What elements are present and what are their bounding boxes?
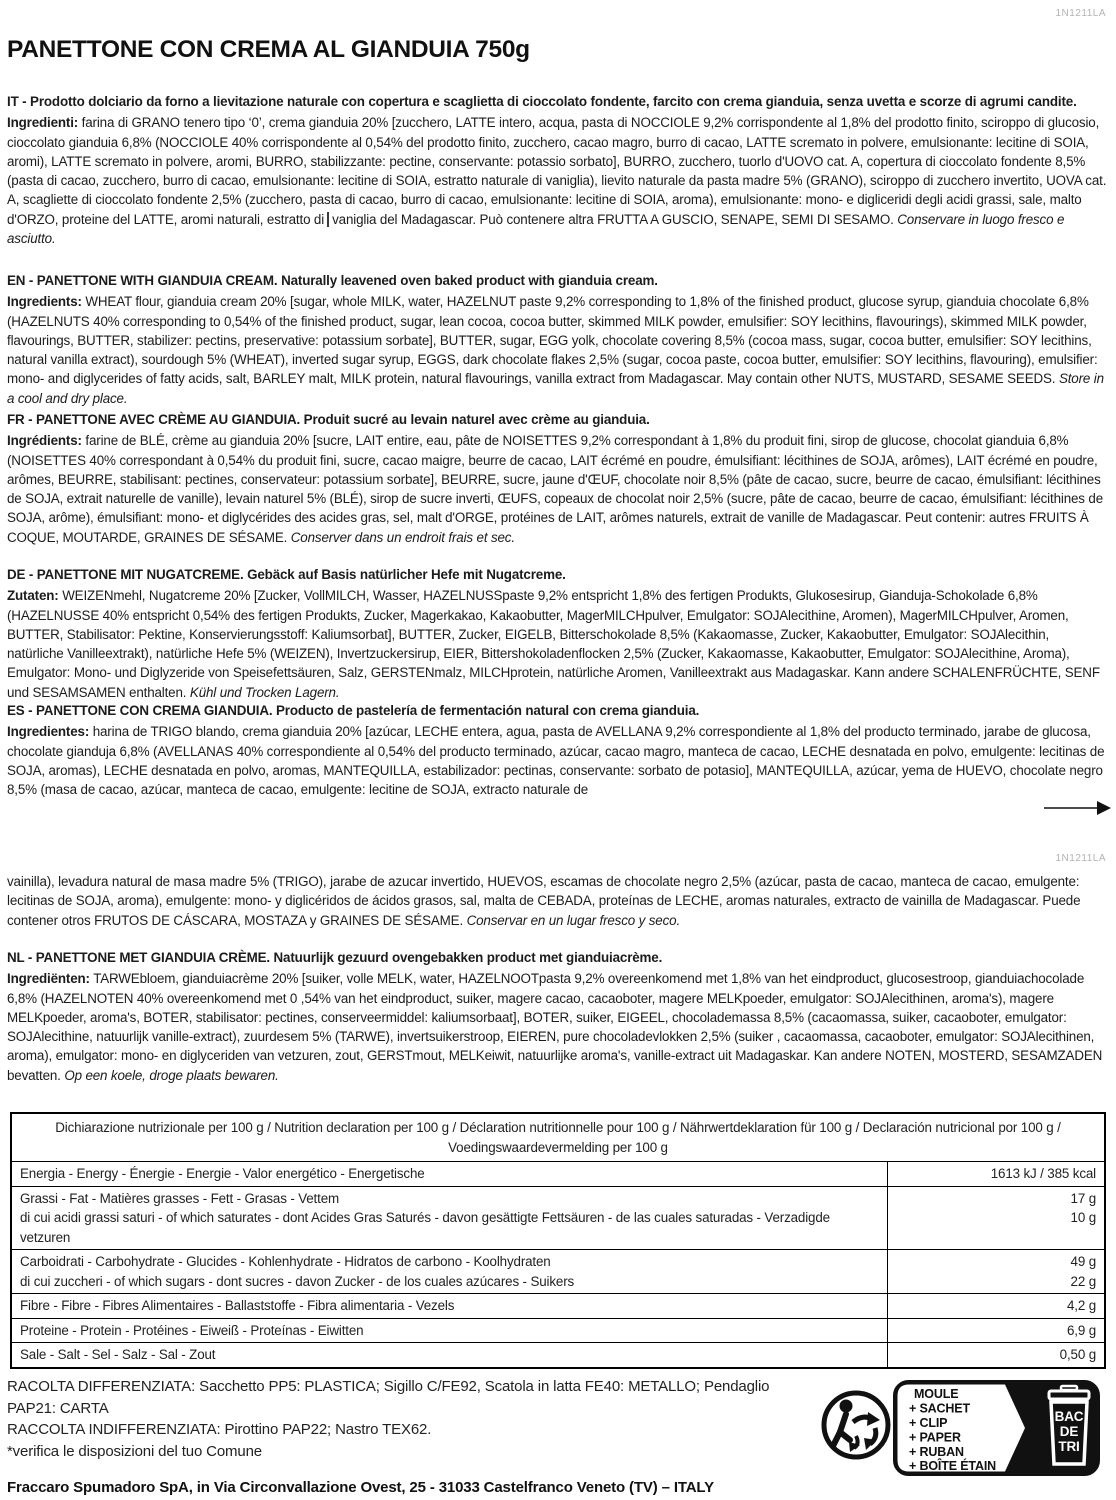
it-storage-note: Conservare in luogo fresco e asciutto.: [7, 211, 1065, 247]
table-row-salt: [11, 1343, 1105, 1368]
product-title: PANETTONE CON CREMA AL GIANDUIA 750g: [7, 36, 530, 63]
table-row-energy: [11, 1162, 1105, 1187]
fr-ingredients-label: Ingrédients:: [7, 433, 82, 449]
es-ingredients-text-2: vainilla), levadura natural de masa madre 5% (TRIGO), jarabe de azucar invertido, HUEVOS, escamas de chocolate negro 2,5% (azúcar, pasta de cacao, manteca de cacao, emulgente: lecitinas de SOJA, aroma), emulgente: mono- y diglicéridos de ácidos grasos, sal, malta de CEBADA, proteínas de LECHE, aromas naturales, extracto de vainilla de Madagascar. Puede contener otros FRUTOS DE CÁSCARA, MOSTAZA y GRAINES DE SÉSAME.: [7, 874, 1081, 928]
bac-de-tri-sorting-badge: [893, 1380, 1100, 1476]
carbohydrate-label: Carboidrati - Carbohydrate - Glucides - Kohlenhydrate - Hidratos de carbono - Koolhydraten: [20, 1254, 551, 1269]
sugars-value: 22 g: [1070, 1273, 1096, 1289]
it-ingredients-paragraph: [7, 113, 1109, 248]
fr-storage-note: Conserver dans un endroit frais et sec.: [290, 529, 515, 545]
doc-code-top: 1N1211LA: [1055, 8, 1106, 19]
saturates-label: di cui acidi grassi saturi - of which saturates - dont Acides Gras Saturés - davon gesättigte Fettsäuren - de las cuales saturadas - Verzadigde vetzuren: [20, 1210, 830, 1245]
carbohydrate-labels: [11, 1250, 888, 1294]
fibre-value: 4,2 g: [888, 1294, 1106, 1319]
badge-item-2: + SACHET: [909, 1401, 970, 1416]
section-french: [7, 410, 1109, 547]
protein-label: Proteine - Protein - Protéines - Eiweiß - Proteínas - Eiwitten: [11, 1318, 888, 1343]
es-ingredients-continued: [7, 872, 1109, 930]
bin-text-3: TRI: [1058, 1439, 1080, 1454]
es-ingredients-paragraph: [7, 722, 1109, 799]
continuation-arrow-icon: [1044, 799, 1112, 817]
de-ingredients-paragraph: [7, 586, 1109, 702]
section-english: [7, 271, 1109, 408]
it-ingredients-text: farina di GRANO tenero tipo ‘0’, crema gianduia 20% [zucchero, LATTE intero, acqua, pasta di NOCCIOLE 9,2% corrispondente al 1,8% del prodotto finito, sciroppo di glucosio, cioccolato gianduia 6,8% (NOCCIOLE 40% corrispondente al 0,54% del prodotto finito, zucchero, cacao magro, burro di cacao, LATTE scremato in polvere, emulsionante: lecitine di SOIA, aromi), LATTE scremato in polvere, aromi, BURRO, stabilizzante: pectine, conservante: potassio sorbato], BURRO, zucchero, tuorlo d'UOVO cat. A, copertura di cioccolato fondente 8,5% (pasta di cacao, zucchero, burro di cacao, emulsionante: lecitine di SOIA, estratto naturale di vaniglia), lievito naturale da pasta madre 5% (GRANO), sciroppo di zucchero invertito, UOVA cat. A, scagliette di cioccolato fondente 2,5% (zucchero, pasta di cacao, burro di cacao, emulsionante: lecitine di SOIA, aroma), emulsionante: mono- e digliceridi degli acidi grassi, sale, malto d'ORZO, proteine del LATTE, aromi naturali, estratto di: [7, 115, 1107, 227]
en-ingredients-paragraph: [7, 292, 1109, 408]
doc-code-middle: 1N1211LA: [1055, 853, 1106, 864]
table-row-protein: [11, 1318, 1105, 1343]
fat-values: [888, 1186, 1106, 1250]
table-row-fibre: [11, 1294, 1105, 1319]
table-row-fat: [11, 1186, 1105, 1250]
nutrition-table: [10, 1112, 1106, 1369]
recycling-line-2: RACCOLTA INDIFFERENZIATA: Pirottino PAP22; Nastro TEX62.: [7, 1421, 432, 1438]
fat-labels: [11, 1186, 888, 1250]
energy-label: Energia - Energy - Énergie - Energie - Valor energético - Energetische: [11, 1162, 888, 1187]
fibre-label: Fibre - Fibre - Fibres Alimentaires - Ballaststoffe - Fibra alimentaria - Vezels: [11, 1294, 888, 1319]
salt-label: Sale - Salt - Sel - Salz - Sal - Zout: [11, 1343, 888, 1368]
badge-item-1: MOULE: [914, 1387, 959, 1401]
fr-description: FR - PANETTONE AVEC CRÈME AU GIANDUIA. Produit sucré au levain naturel avec crème au gianduia.: [7, 412, 650, 427]
salt-value: 0,50 g: [888, 1343, 1106, 1368]
nl-ingredients-paragraph: [7, 969, 1109, 1085]
protein-value: 6,9 g: [888, 1318, 1106, 1343]
recycling-info: [7, 1376, 807, 1462]
energy-value: 1613 kJ / 385 kcal: [888, 1162, 1106, 1187]
recycling-line-1: RACOLTA DIFFERENZIATA: Sacchetto PP5: PLASTICA; Sigillo C/FE92, Scatola in latta FE40: METALLO; Pendaglio PAP21: CARTA: [7, 1378, 770, 1417]
section-dutch: [7, 948, 1109, 1085]
section-german: [7, 565, 1109, 702]
de-ingredients-label: Zutaten:: [7, 588, 59, 604]
nl-storage-note: Op een koele, droge plaats bewaren.: [64, 1067, 279, 1083]
carbohydrate-value: 49 g: [1070, 1254, 1096, 1269]
manufacturer-address: Fraccaro Spumadoro SpA, in Via Circonvallazione Ovest, 25 - 31033 Castelfranco Veneto (TV) – ITALY: [7, 1479, 714, 1496]
badge-item-4: + PAPER: [909, 1430, 961, 1445]
section-spanish-continued: [7, 872, 1109, 930]
section-italian: [7, 92, 1109, 248]
fr-ingredients-text: farine de BLÉ, crème au gianduia 20% [sucre, LAIT entire, eau, pâte de NOISETTES 9,2% correspondant à 1,8% du produit fini, sirop de glucose, chocolat gianduia 6,8% (NOISETTES 40% correspondant à 0,54% du produit fini, sucre, cacao maigre, beurre de cacao, LAIT écrémé en poudre, émulsifiant: lécithines de SOJA, arômes), LAIT écrémé en poudre, arômes, BEURRE, stabilisant: pectines, conservateur: potassium sorbate], BEURRE, sucre, jaune d'ŒUF, chocolate noir 8,5% (pâte de cacao, sucre, beurre de cacao, émulsifiant: lécithines de SOJA, extrait naturelle de vanille), levain naturel 5% (BLÉ), sirop de sucre inverti, ŒUFS, copeaux de chocolat noir 2,5% (sucre, pâte de cacao, beurre de cacao, émulsifiant: lécithines de SOJA, arôme), émulsifiant: mono- et diglycérides des acides gras, sel, malt d'ORGE, protéines de LAIT, arômes naturels, extrait de vanille de Madagascar. Peut contenir: autres FRUITS À COQUE, MOUTARDE, GRAINES DE SÉSAME.: [7, 433, 1104, 545]
de-description: DE - PANETTONE MIT NUGATCREME. Gebäck auf Basis natürlicher Hefe mit Nugatcreme.: [7, 567, 566, 582]
fat-value: 17 g: [1070, 1190, 1096, 1206]
de-ingredients-text: WEIZENmehl, Nugatcreme 20% [Zucker, VollMILCH, Wasser, HAZELNUSSpaste 9,2% entspricht 1,8% des fertigen Produkts, Glukosesirup, Gianduja-Schokolade 6,8% (HAZELNUSSE 40% entspricht 0,54% des fertigen Produkts, Zucker, Magerkakao, Kakaobutter, MagerMILCHpulver, Emulgator: SOJAlecithine, Aromen), MagerMILCHpulver, Aromen, BUTTER, Stabilisator: Pektine, Konservierungsstoff: Kaliumsorbat], BUTTER, Zucker, EIGELB, Bitterschokolade 8,5% (Kakaomasse, Zucker, Kakaobutter, Emulgator: SOJAlecithin, natürliche Vanilleextrakt), natürliche Hefe 5% (WEIZEN), Invertzuckersirup, EIER, Bittershokoladenflocken 2,5% (Zucker, Kakaomasse, Kakaobutter, Emulgator: SOJAlecithine, Aroma), Emulgator: Mono- und Diglyzeride von Speisefettsäuren, Salz, GERSTENmalz, MILCHprotein, natürliche Aromen, Vanilleextrakt aus Madagaskar. Kann andere SCHALENFRÜCHTE, SENF und SESAMSAMEN enthalten.: [7, 588, 1100, 700]
badge-item-6: + BOÎTE ÉTAIN: [909, 1459, 997, 1473]
es-ingredients-text: harina de TRIGO blando, crema gianduia 20% [azúcar, LECHE entera, agua, pasta de AVELLANA 9,2% correspondiente al 1,8% del producto terminado, jarabe de glucosa, chocolate gianduja 6,8% (AVELLANAS 40% correspondiente al 0,54% del producto terminado, azúcar, cacao magro, manteca de cacao, LECHE desnatada en polvo, emulgente: lecitinas de SOJA, aromas), LECHE desnatada en polvo, aromas, MANTEQUILLA, estabilizador: pectinas, conservante: sorbato de potasio], MANTEQUILLA, azúcar, yema de HUEVO, chocolate negro 8,5% (masa de cacao, azúcar, manteca de cacao, emulgente: lecitine de SOJA, extracto naturale de: [7, 724, 1105, 798]
nl-ingredients-text: TARWEbloem, gianduiacrème 20% [suiker, volle MELK, water, HAZELNOOTpasta 9,2% overeenkomend met 1,8% van het eindproduct, glucosestroop, gianduiachocolade 6,8% (HAZELNOTEN 40% overeenkomend met 0 ,54% van het eindproduct, suiker, magere cacao, cacaoboter, magere MELKpoeder, emulgator: SOJAlecithinen, aroma's), magere MELKpoeder, aroma's, BOTER, stabilisator: pectines, conserveermiddel: kaliumsorbaat], BOTER, suiker, EIGEEL, chocolademassa 8,5% (cacaomassa, suiker, cacaoboter, emulgator: SOJAlecithine, natuurlijk vanille-extract), zuurdesem 5% (TARWE), invertsuikerstroop, EIEREN, pure chocoladevlokken 2,5% (suiker , cacaomassa, cacaoboter, emulgator: SOJAlecithinen, aroma), emulgator: mono- en diglyceriden van vetzuren, zout, GERSTmout, MELKeiwit, natuurlijke aroma's, vanille-extract uit Madagaskar. Kan andere NOTEN, MOSTERD, SESAMZADEN bevatten.: [7, 971, 1103, 1083]
badge-item-5: + RUBAN: [909, 1445, 964, 1459]
triman-recycling-icon: [820, 1388, 892, 1462]
de-storage-note: Kühl und Trocken Lagern.: [189, 684, 340, 700]
es-storage-note: Conservar en un lugar fresco y seco.: [466, 912, 681, 928]
nl-description: NL - PANETTONE MET GIANDUIA CRÈME. Natuurlijk gezuurd ovengebakken product met gianduiacrème.: [7, 950, 663, 965]
bin-text-2: DE: [1059, 1424, 1079, 1439]
bin-text-1: BAC: [1054, 1409, 1084, 1424]
badge-item-3: + CLIP: [909, 1416, 948, 1430]
fat-label: Grassi - Fat - Matières grasses - Fett - Grasas - Vettem: [20, 1190, 339, 1206]
carbohydrate-values: [888, 1250, 1106, 1294]
it-ingredients-text-2: vaniglia del Madagascar. Può contenere altra FRUTTA A GUSCIO, SENAPE, SEMI DI SESAMO.: [328, 211, 898, 227]
en-description: EN - PANETTONE WITH GIANDUIA CREAM. Naturally leavened oven baked product with gianduia cream.: [7, 273, 658, 288]
es-ingredients-label: Ingredientes:: [7, 724, 90, 740]
nutrition-header-row: [11, 1113, 1105, 1162]
es-description: ES - PANETTONE CON CREMA GIANDUIA. Producto de pastelería de fermentación natural con crema gianduia.: [7, 703, 700, 718]
en-ingredients-text: WHEAT flour, gianduia cream 20% [sugar, whole MILK, water, HAZELNUT paste 9,2% corresponding to 1,8% of the finished product, glucose syrup, gianduia chocolate 6,8% (HAZELNUTS 40% corresponding to 0,54% of the finished product, sugar, lean cocoa, cocoa butter, skimmed MILK powder, emulsifier: SOY lecithins, flavourings), skimmed MILK powder, flavourings, BUTTER, stabilizer: pectins, preservative: potassium sorbate], BUTTER, sugar, EGG yolk, chocolate covering 8,5% (cocoa mass, sugar, cocoa butter, emulsifier: SOY lecithins, natural vanilla extract), sourdough 5% (WHEAT), inverted sugar syrup, EGGS, dark chocolate flakes 2,5% (sugar, cocoa paste, cocoa butter, emulsifier: SOY lecithins, flavouring), emulsifier: mono- and diglycerides of fatty acids, salt, BARLEY malt, MILK protein, natural flavourings, vanilla extract from Madagascar. May contain other NUTS, MUSTARD, SESAME SEEDS.: [7, 294, 1098, 387]
it-description: IT - Prodotto dolciario da forno a lievitazione naturale con copertura e scaglietta di cioccolato fondente, farcito con crema gianduia, senza uvetta e scorze di agrumi candite.: [7, 94, 1077, 109]
en-ingredients-label: Ingredients:: [7, 294, 82, 310]
nutrition-table-title: Dichiarazione nutrizionale per 100 g / Nutrition declaration per 100 g / Déclaration nutritionnelle pour 100 g / Nährwertdeklaration für 100 g / Declaración nutricional por 100 g / Voedingswaardevermelding per 100 g: [11, 1113, 1105, 1162]
recycling-line-3: *verifica le disposizioni del tuo Comune: [7, 1442, 262, 1460]
table-row-carbohydrate: [11, 1250, 1105, 1294]
section-spanish: [7, 701, 1109, 799]
saturates-value: 10 g: [1070, 1210, 1096, 1225]
en-storage-note: Store in a cool and dry place.: [7, 371, 1104, 406]
it-ingredients-label: Ingredienti:: [7, 115, 79, 131]
fr-ingredients-paragraph: [7, 431, 1109, 547]
nl-ingredients-label: Ingrediënten:: [7, 971, 90, 987]
sugars-label: di cui zuccheri - of which sugars - dont sucres - davon Zucker - de los cuales azúcares - Suikers: [20, 1273, 575, 1289]
